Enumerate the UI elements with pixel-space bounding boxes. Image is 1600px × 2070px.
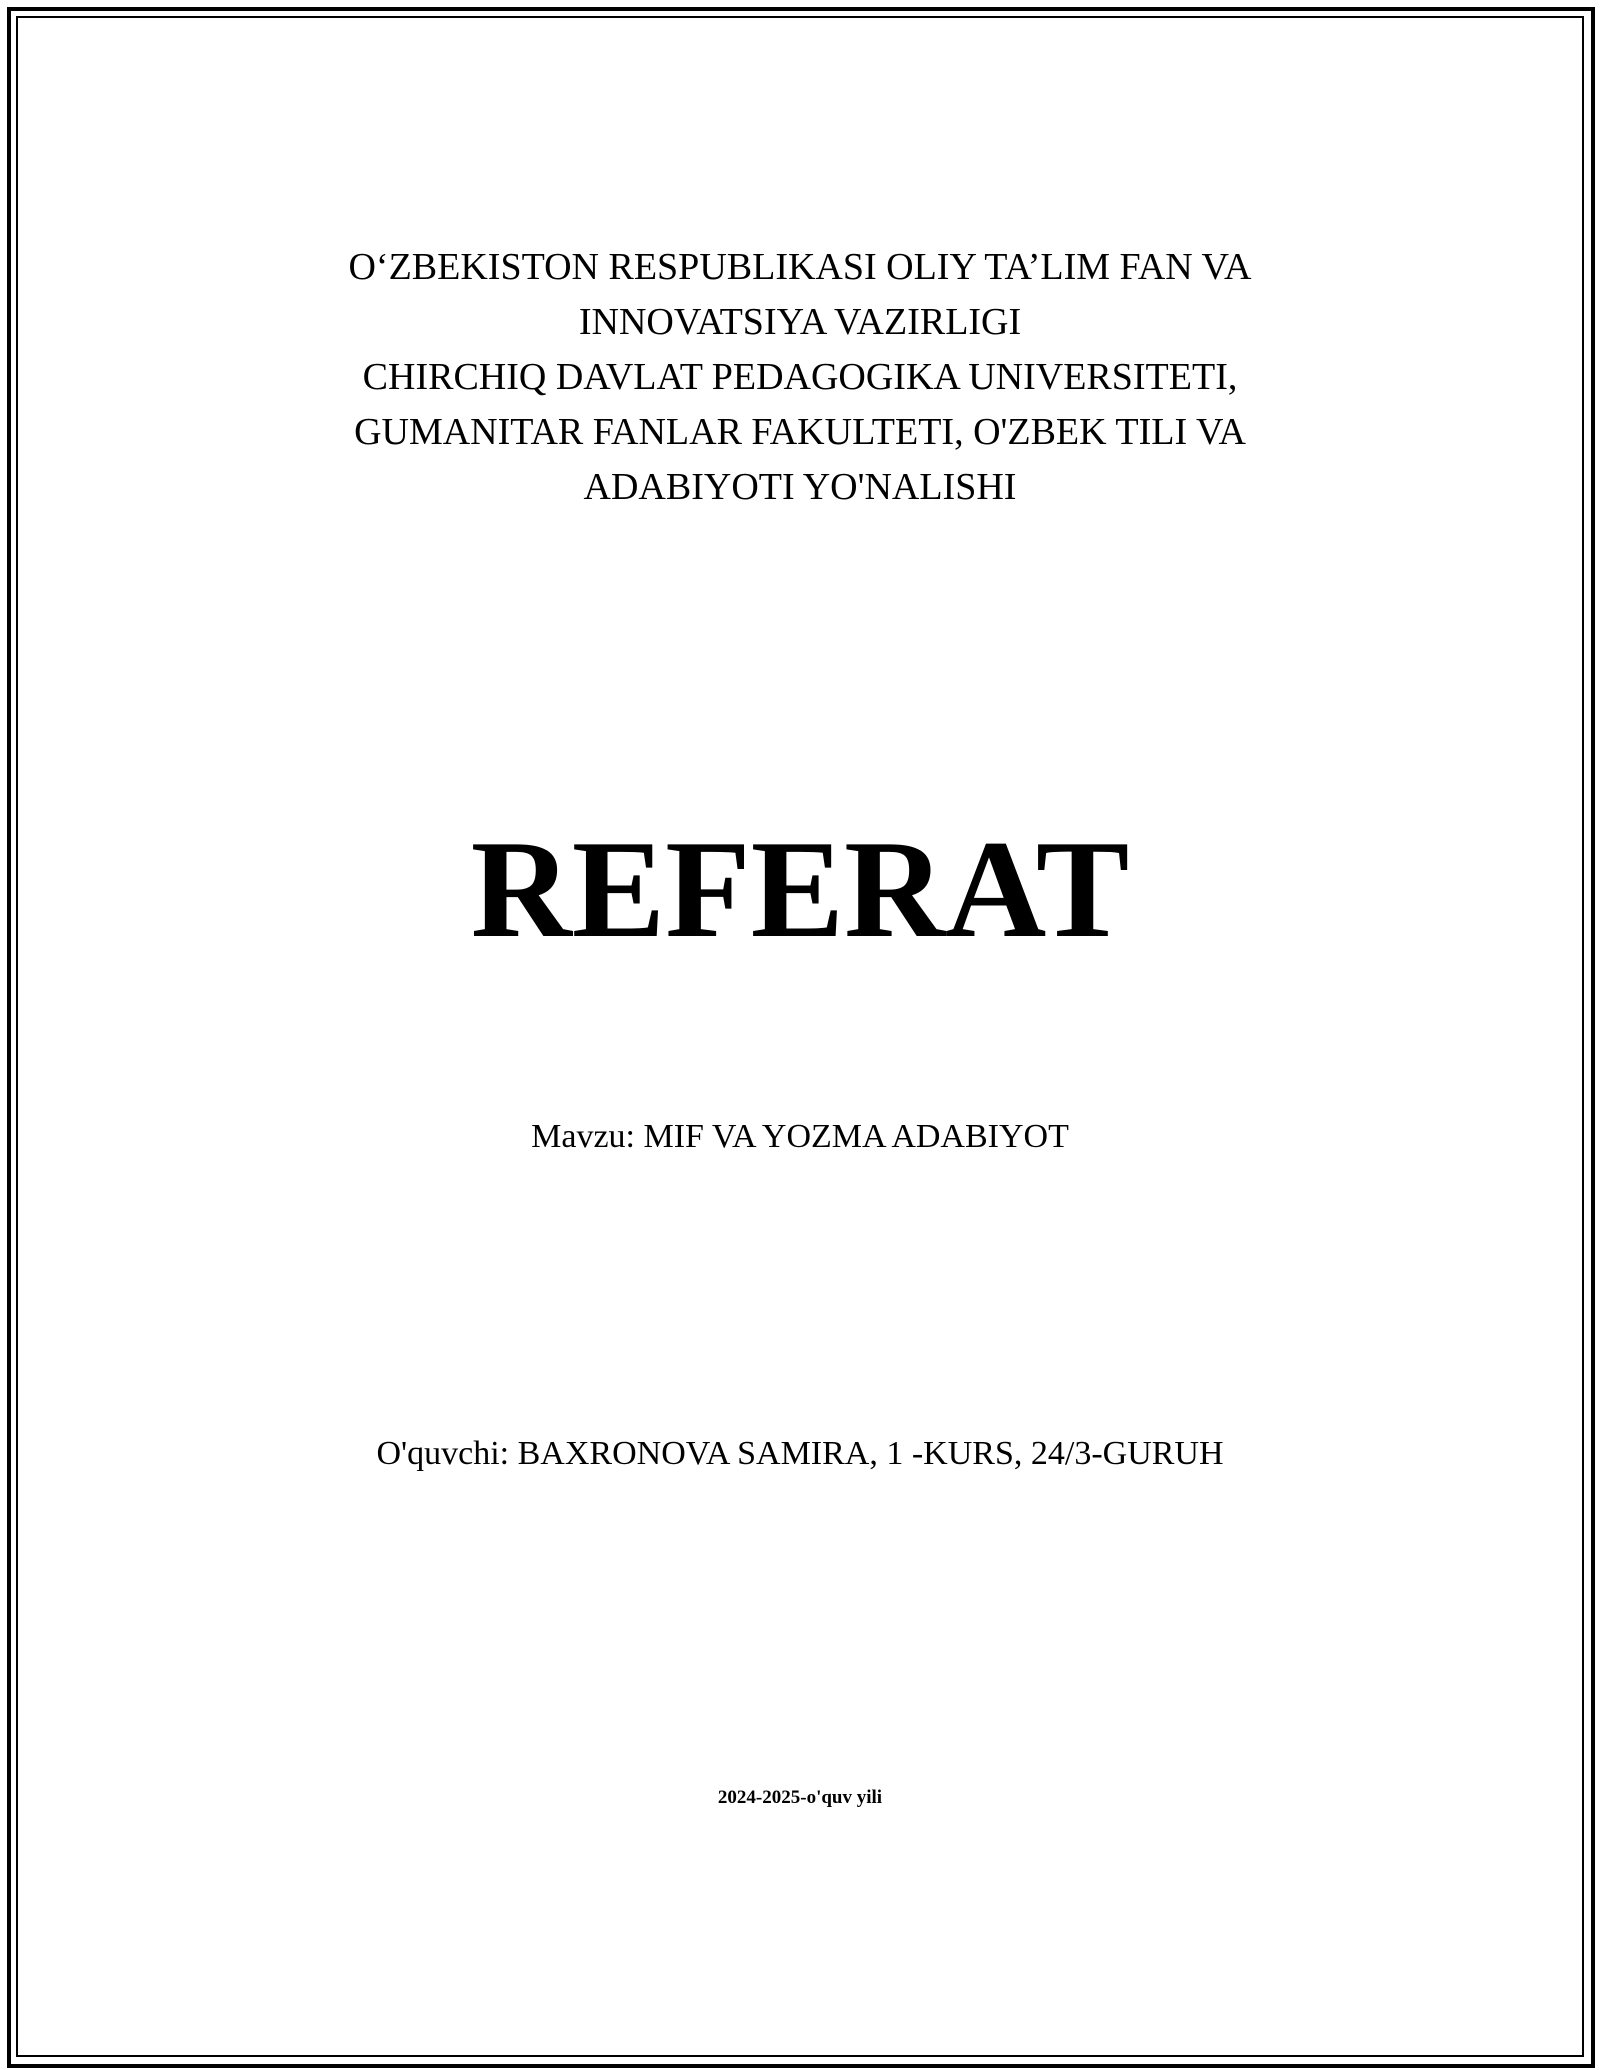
header-line-4: GUMANITAR FANLAR FAKULTETI, O'ZBEK TILI VA <box>354 411 1246 453</box>
academic-year: 2024-2025-o'quv yili <box>717 1787 883 1808</box>
document-title: REFERAT <box>470 812 1130 967</box>
topic-line: Mavzu: MIF VA YOZMA ADABIYOT <box>531 1118 1069 1155</box>
header-line-1: O‘ZBEKISTON RESPUBLIKASI OLIY TA’LIM FAN VA <box>348 246 1252 288</box>
student-line: O'quvchi: BAXRONOVA SAMIRA, 1 -KURS, 24/3-GURUH <box>376 1435 1224 1472</box>
header-line-3: CHIRCHIQ DAVLAT PEDAGOGIKA UNIVERSITETI, <box>362 356 1238 398</box>
header-line-2: INNOVATSIYA VAZIRLIGI <box>578 301 1022 343</box>
header-line-5: ADABIYOTI YO'NALISHI <box>583 466 1017 508</box>
institution-header <box>200 240 1400 515</box>
